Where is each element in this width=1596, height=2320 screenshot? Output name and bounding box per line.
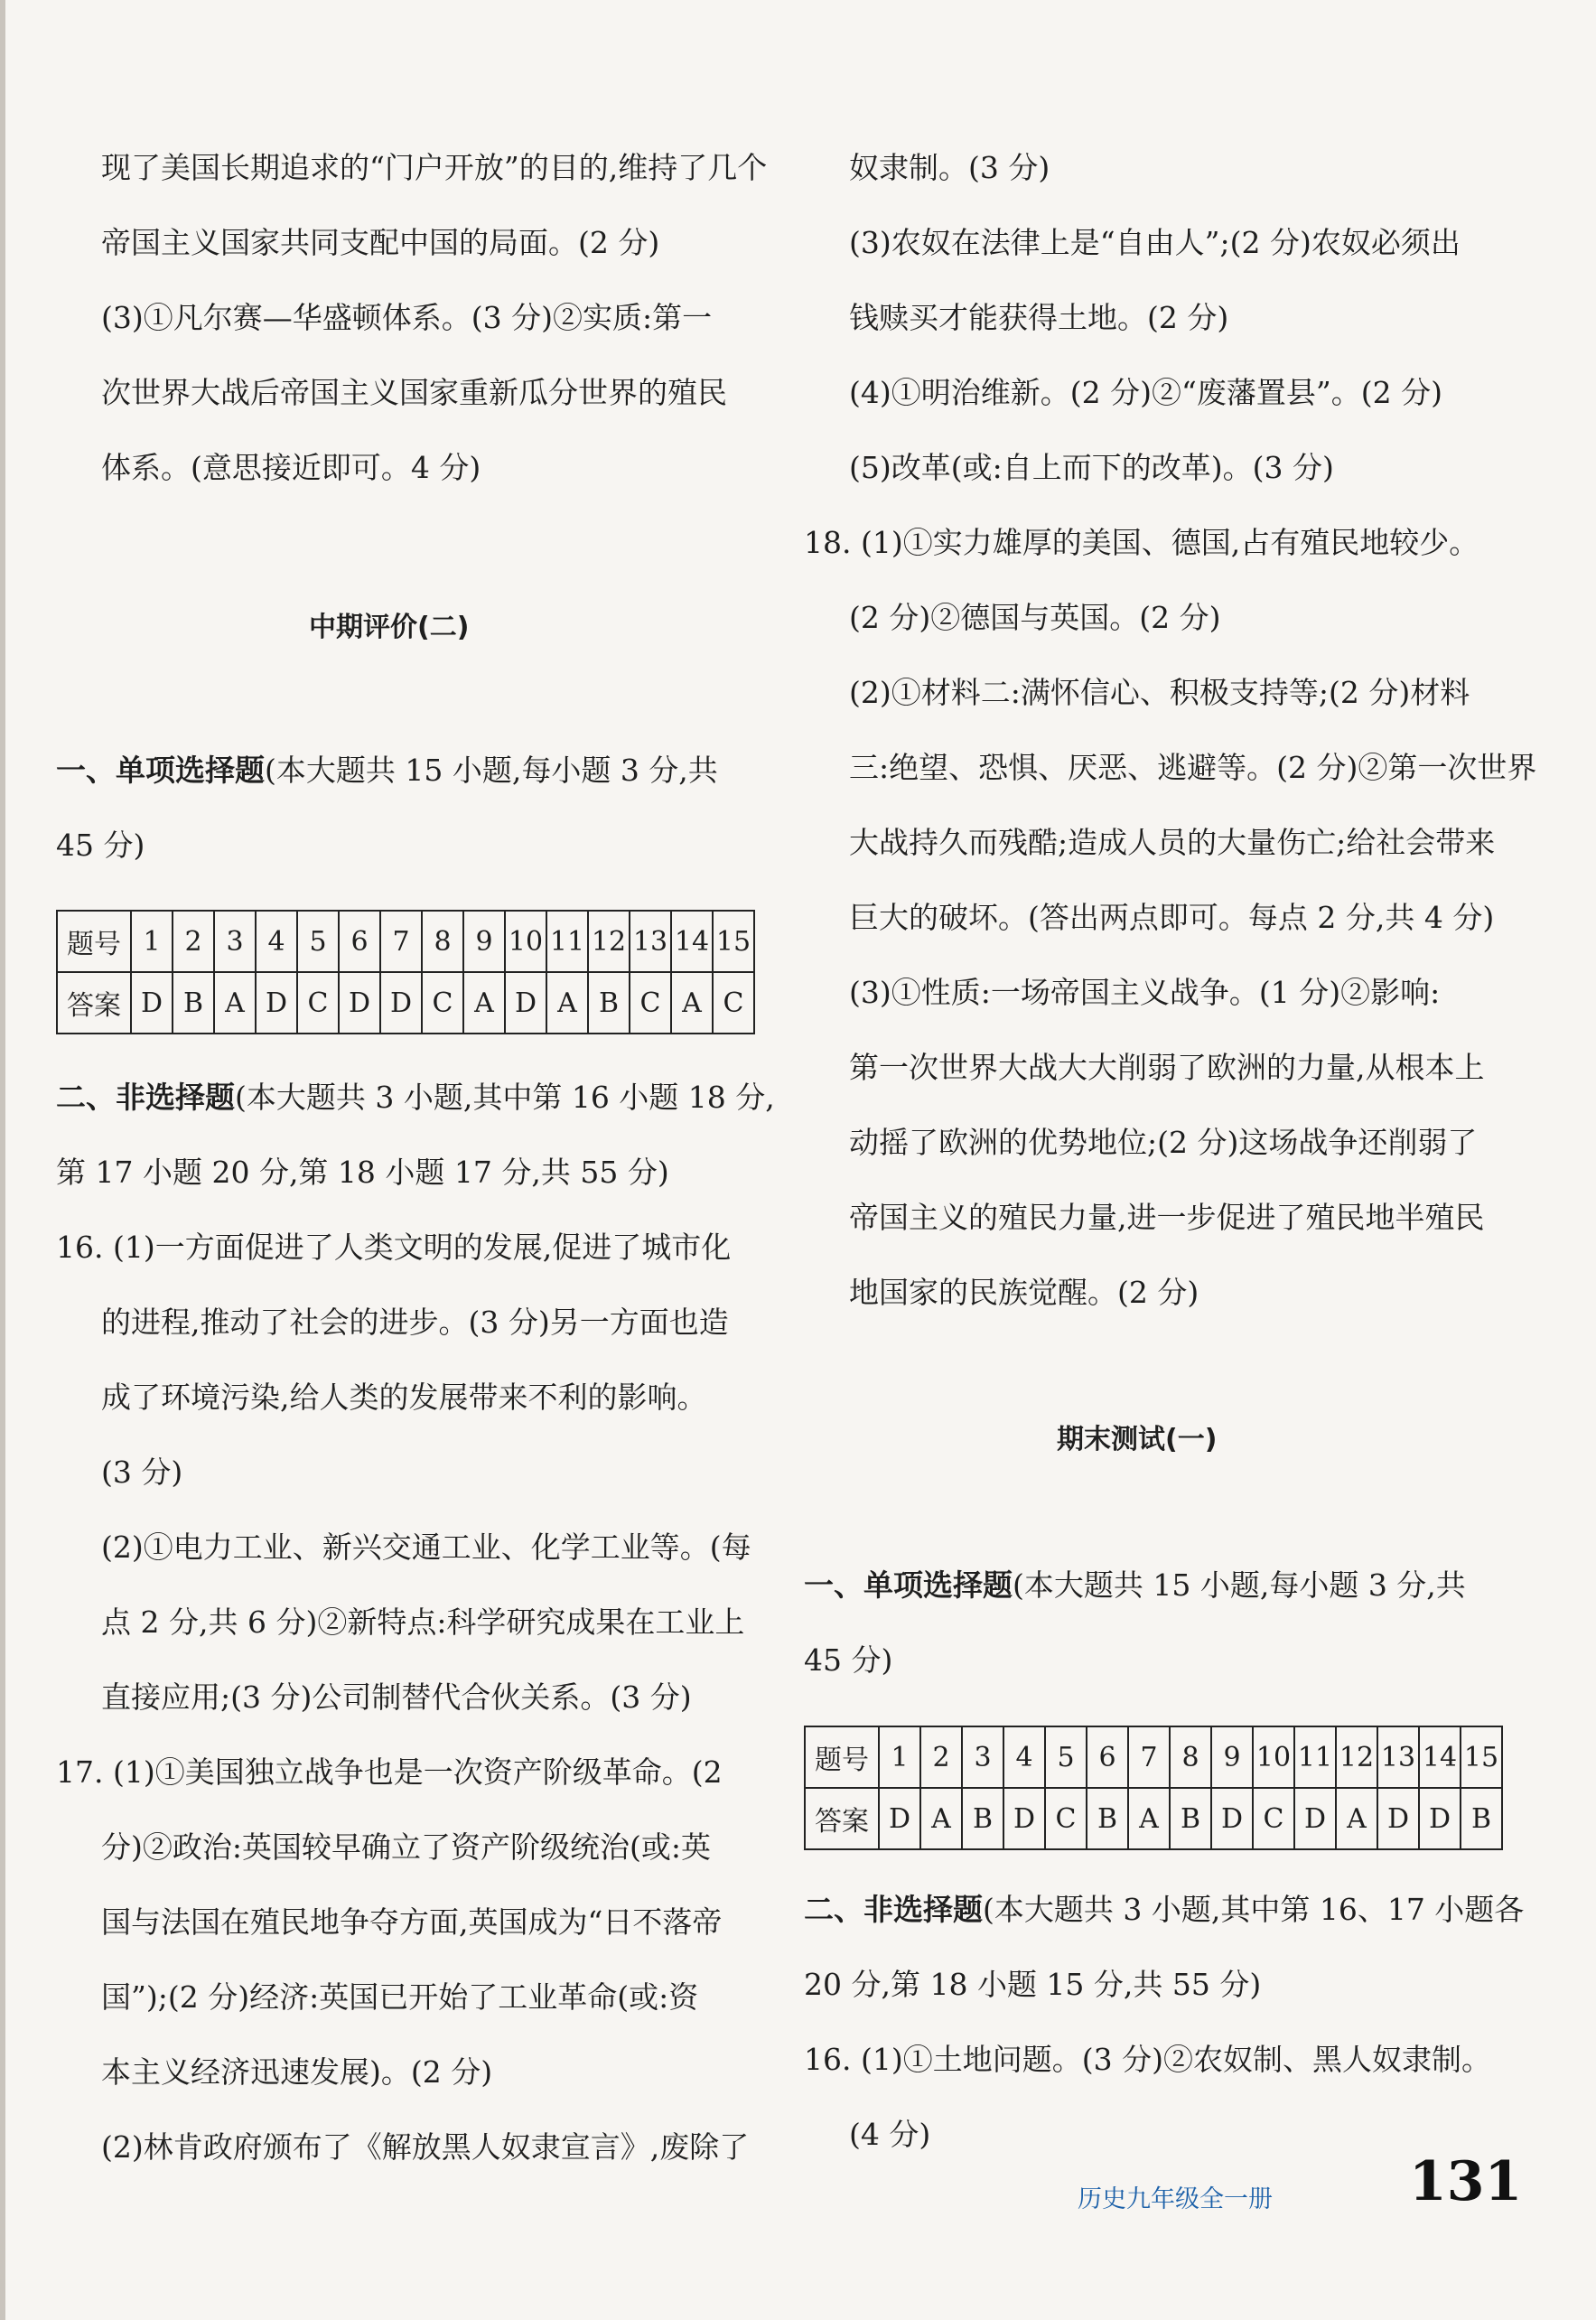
table-cell: 2 — [173, 911, 214, 972]
text-line: 奴隶制。(3 分) — [849, 150, 1050, 185]
table-cell: 12 — [588, 911, 630, 972]
table-cell: D — [1294, 1788, 1336, 1849]
table-cell: 12 — [1336, 1726, 1377, 1788]
text-line: (3)①性质:一场帝国主义战争。(1 分)②影响: — [849, 975, 1441, 1010]
text-line: 帝国主义国家共同支配中国的局面。(2 分) — [101, 225, 660, 260]
part1-heading: 一、单项选择题 — [804, 1567, 1013, 1603]
text-line: (5)改革(或:自上而下的改革)。(3 分) — [849, 450, 1334, 485]
section-title: 中期评价(二) — [309, 612, 470, 643]
row-label: 答案 — [57, 972, 131, 1034]
table-row — [805, 1788, 1502, 1849]
text-line: (3)①凡尔赛—华盛顿体系。(3 分)②实质:第一 — [101, 300, 713, 335]
text-line: (2)①电力工业、新兴交通工业、化学工业等。(每 — [101, 1530, 751, 1565]
text-line: 成了环境污染,给人类的发展带来不利的影响。 — [101, 1380, 707, 1415]
part2-desc: (本大题共 3 小题,其中第 16、17 小题各 — [983, 1892, 1525, 1927]
table-cell: A — [920, 1788, 962, 1849]
table-cell: B — [1087, 1788, 1128, 1849]
part1-heading: 一、单项选择题 — [56, 753, 265, 788]
text-line: 动摇了欧洲的优势地位;(2 分)这场战争还削弱了 — [849, 1125, 1478, 1160]
text-line: 第 17 小题 20 分,第 18 小题 17 分,共 55 分) — [56, 1155, 669, 1190]
row-label: 题号 — [805, 1726, 879, 1788]
table-cell: 2 — [920, 1726, 962, 1788]
table-row — [57, 972, 754, 1034]
table-cell: 13 — [1377, 1726, 1419, 1788]
text-line: 现了美国长期追求的“门户开放”的目的,维持了几个 — [101, 150, 768, 185]
text-line: 巨大的破坏。(答出两点即可。每点 2 分,共 4 分) — [849, 900, 1495, 935]
table-cell: C — [422, 972, 463, 1034]
row-label: 题号 — [57, 911, 131, 972]
text-line: (2)①材料二:满怀信心、积极支持等;(2 分)材料 — [849, 675, 1470, 710]
table-cell: 3 — [962, 1726, 1003, 1788]
table-cell: 11 — [1294, 1726, 1336, 1788]
table-cell: 5 — [297, 911, 339, 972]
text-line: 直接应用;(3 分)公司制替代合伙关系。(3 分) — [101, 1679, 692, 1715]
text-line: 20 分,第 18 小题 15 分,共 55 分) — [804, 1967, 1262, 2002]
table-cell: D — [1211, 1788, 1253, 1849]
table-cell: B — [962, 1788, 1003, 1849]
text-line: 次世界大战后帝国主义国家重新瓜分世界的殖民 — [101, 375, 727, 410]
table-cell: 10 — [1253, 1726, 1294, 1788]
table-cell: 6 — [1087, 1726, 1128, 1788]
table-cell: 7 — [1128, 1726, 1170, 1788]
part1-desc: (本大题共 15 小题,每小题 3 分,共 — [1013, 1567, 1466, 1603]
table-cell: 9 — [463, 911, 505, 972]
answer-table — [804, 1726, 1503, 1850]
text-line: 体系。(意思接近即可。4 分) — [101, 450, 481, 485]
table-cell: A — [214, 972, 256, 1034]
table-cell: D — [339, 972, 380, 1034]
table-cell: 3 — [214, 911, 256, 972]
table-cell: B — [1461, 1788, 1502, 1849]
text-line: (4)①明治维新。(2 分)②“废藩置县”。(2 分) — [849, 375, 1442, 410]
table-cell: B — [1170, 1788, 1211, 1849]
question-16-line: 16. (1)一方面促进了人类文明的发展,促进了城市化 — [56, 1230, 732, 1265]
part1-heading-line — [804, 1567, 1466, 1604]
text-line: (4 分) — [849, 2117, 931, 2152]
table-cell: A — [1128, 1788, 1170, 1849]
table-cell: 14 — [1419, 1726, 1461, 1788]
table-cell: 14 — [671, 911, 713, 972]
text-line: 地国家的民族觉醒。(2 分) — [849, 1275, 1199, 1310]
table-cell: 1 — [879, 1726, 920, 1788]
table-cell: D — [879, 1788, 920, 1849]
table-cell: 15 — [1461, 1726, 1502, 1788]
text-line: (2 分)②德国与英国。(2 分) — [849, 600, 1221, 635]
text-line: 第一次世界大战大大削弱了欧洲的力量,从根本上 — [849, 1050, 1485, 1085]
text-line: (3 分) — [101, 1455, 183, 1490]
table-cell: B — [173, 972, 214, 1034]
part1-heading-line — [56, 753, 718, 789]
table-cell: D — [505, 972, 546, 1034]
part2-heading-line — [804, 1892, 1524, 1928]
table-cell: C — [1253, 1788, 1294, 1849]
table-cell: 4 — [1003, 1726, 1045, 1788]
text-line: 国与法国在殖民地争夺方面,英国成为“日不落帝 — [101, 1904, 723, 1940]
text-line: 45 分) — [56, 828, 145, 863]
table-cell: D — [1003, 1788, 1045, 1849]
table-cell: A — [546, 972, 588, 1034]
table-cell: A — [1336, 1788, 1377, 1849]
table-cell: C — [630, 972, 671, 1034]
text-line: 本主义经济迅速发展)。(2 分) — [101, 2054, 493, 2090]
table-cell: 13 — [630, 911, 671, 972]
text-line: (2)林肯政府颁布了《解放黑人奴隶宣言》,废除了 — [101, 2129, 750, 2165]
table-cell: 8 — [1170, 1726, 1211, 1788]
part2-heading: 二、非选择题 — [804, 1892, 983, 1927]
text-line: 大战持久而残酷;造成人员的大量伤亡;给社会带来 — [849, 825, 1496, 860]
table-cell: A — [463, 972, 505, 1034]
text-line: 分)②政治:英国较早确立了资产阶级统治(或:英 — [101, 1829, 711, 1865]
table-cell: 9 — [1211, 1726, 1253, 1788]
question-17-line: 17. (1)①美国独立战争也是一次资产阶级革命。(2 — [56, 1754, 723, 1790]
part2-heading: 二、非选择题 — [56, 1080, 235, 1115]
section-title: 期末测试(一) — [1057, 1424, 1218, 1455]
table-cell: C — [297, 972, 339, 1034]
table-cell: 8 — [422, 911, 463, 972]
table-cell: D — [256, 972, 297, 1034]
table-cell: D — [380, 972, 422, 1034]
table-cell: A — [671, 972, 713, 1034]
table-cell: 1 — [131, 911, 173, 972]
part1-desc: (本大题共 15 小题,每小题 3 分,共 — [265, 753, 718, 788]
table-cell: D — [1377, 1788, 1419, 1849]
text-line: 45 分) — [804, 1642, 893, 1678]
text-line: (3)农奴在法律上是“自由人”;(2 分)农奴必须出 — [849, 225, 1461, 260]
text-line: 的进程,推动了社会的进步。(3 分)另一方面也造 — [101, 1305, 729, 1340]
book-title: 历史九年级全一册 — [1078, 2185, 1273, 2213]
page-number: 131 — [1409, 2150, 1523, 2213]
table-cell: 7 — [380, 911, 422, 972]
page-edge-shadow — [0, 0, 5, 2320]
table-cell: 4 — [256, 911, 297, 972]
question-18-line: 18. (1)①实力雄厚的美国、德国,占有殖民地较少。 — [804, 525, 1479, 560]
table-cell: C — [1045, 1788, 1087, 1849]
table-row — [805, 1726, 1502, 1788]
table-cell: 10 — [505, 911, 546, 972]
table-cell: D — [1419, 1788, 1461, 1849]
answer-table — [56, 910, 755, 1034]
row-label: 答案 — [805, 1788, 879, 1849]
text-line: 点 2 分,共 6 分)②新特点:科学研究成果在工业上 — [101, 1604, 745, 1640]
table-cell: C — [713, 972, 754, 1034]
question-16-line: 16. (1)①土地问题。(3 分)②农奴制、黑人奴隶制。 — [804, 2042, 1491, 2077]
table-cell: 6 — [339, 911, 380, 972]
text-line: 帝国主义的殖民力量,进一步促进了殖民地半殖民 — [849, 1200, 1485, 1235]
table-cell: 11 — [546, 911, 588, 972]
table-cell: 5 — [1045, 1726, 1087, 1788]
part2-heading-line — [56, 1080, 775, 1116]
table-cell: B — [588, 972, 630, 1034]
table-cell: D — [131, 972, 173, 1034]
table-row — [57, 911, 754, 972]
text-line: 三:绝望、恐惧、厌恶、逃避等。(2 分)②第一次世界 — [849, 750, 1537, 785]
table-cell: 15 — [713, 911, 754, 972]
text-line: 钱赎买才能获得土地。(2 分) — [849, 300, 1229, 335]
text-line: 国”);(2 分)经济:英国已开始了工业革命(或:资 — [101, 1979, 699, 2015]
part2-desc: (本大题共 3 小题,其中第 16 小题 18 分, — [235, 1080, 775, 1115]
